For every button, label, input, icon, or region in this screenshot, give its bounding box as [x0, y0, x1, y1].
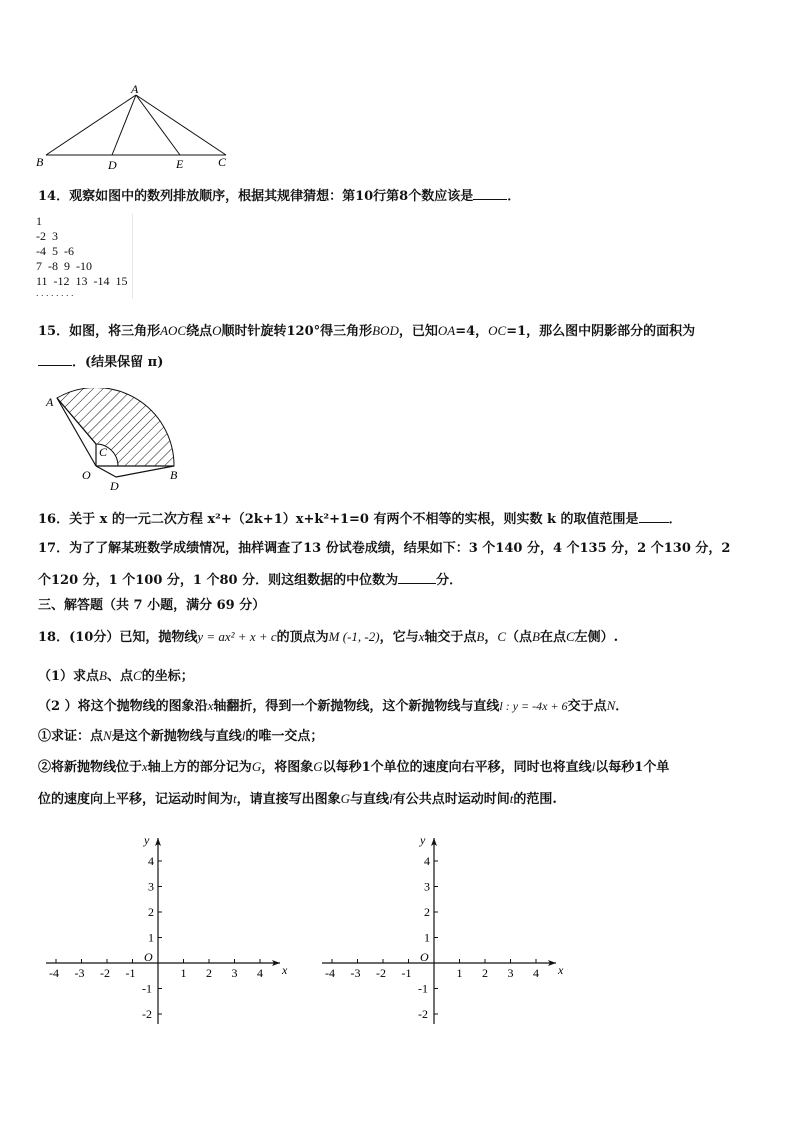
segment-AE: [136, 95, 180, 155]
q18-sub2-line2: [38, 790, 557, 809]
y-axis-label: y: [420, 833, 426, 847]
question-17: [38, 540, 730, 558]
y-tick-label: -1: [418, 981, 428, 996]
q17-text: 分．: [436, 573, 463, 588]
sequence-row: ．．．．．．．．: [36, 289, 80, 298]
q15-text: =1，那么图中阴影部分的面积为: [506, 324, 696, 339]
x-tick-label: -3: [350, 966, 361, 980]
question-15: [38, 322, 695, 341]
q18-text: 有公共点时运动时间: [392, 792, 510, 807]
var-x: x: [142, 759, 148, 774]
x-tick-label: 4: [533, 966, 539, 980]
y-tick-label: 3: [424, 879, 430, 894]
q15-text: 绕点: [186, 324, 213, 339]
y-tick-label: 1: [148, 930, 154, 945]
x-axis-label: x: [558, 963, 564, 977]
point-c: C: [497, 629, 507, 644]
shaded-region: [57, 388, 174, 466]
q18-text: （点: [506, 630, 533, 645]
q18-text: ②将新抛物线位于: [38, 760, 143, 775]
q18-text: ．: [615, 699, 629, 714]
segment-AD: [112, 95, 136, 155]
y-tick-label: -1: [142, 981, 152, 996]
label-O: O: [82, 468, 91, 482]
label-A: A: [131, 82, 139, 96]
x-tick-label: -1: [125, 966, 136, 980]
q18-text: 18．(10分）已知，抛物线: [38, 630, 198, 645]
q15-bod: BOD: [372, 323, 399, 338]
question-18: [38, 628, 618, 647]
q15-o: O: [212, 323, 222, 338]
sequence-row: -2 3: [36, 229, 58, 243]
q18-sub2: [38, 758, 669, 777]
q16-text: 16．关于 x 的一元二次方程 x²+（2k+1）x+k²+1=0 有两个不相等的实根，则实数 k 的取值范围是: [38, 512, 639, 527]
x-tick-label: -1: [401, 966, 412, 980]
q18-text: 轴上方的部分记为: [147, 760, 252, 775]
q18-text: 在点: [539, 630, 566, 645]
x-tick-label: -2: [376, 966, 386, 980]
q18-part2: [38, 697, 628, 716]
coordinate-plane-right: [316, 828, 576, 1028]
x-tick-label: -3: [74, 966, 85, 980]
parabola-equation: y = ax² + x + c: [197, 629, 277, 644]
label-C: C: [99, 445, 108, 459]
var-t: t: [509, 791, 514, 806]
point-c: C: [133, 668, 142, 683]
point-c: C: [566, 629, 575, 644]
x-tick-label: -2: [100, 966, 110, 980]
q17-text: 17．为了了解某班数学成绩情况，抽样调查了13 份试卷成绩，结果如下：3 个140 分，4 个135 分，2 个130 分，2: [38, 541, 731, 556]
question-15-line2: [38, 353, 163, 372]
x-tick-label: 1: [180, 966, 187, 980]
label-D: D: [110, 479, 119, 493]
answer-blank[interactable]: [398, 571, 436, 584]
x-tick-label: 3: [231, 966, 238, 980]
sequence-row: 11 -12 13 -14 15: [36, 274, 128, 288]
line-l: l: [591, 759, 596, 774]
q18-text: 以每秒1个单位的速度向右平移，同时也将直线: [322, 760, 592, 775]
x-tick-label: -4: [49, 966, 59, 980]
question-17-line2: [38, 571, 462, 590]
answer-blank[interactable]: [639, 510, 669, 523]
q18-text: 轴翻折，得到一个新抛物线，这个新抛物线与直线: [213, 699, 500, 714]
y-tick-label: 2: [424, 905, 430, 919]
x-tick-label: 3: [507, 966, 514, 980]
y-tick-label: 2: [148, 905, 154, 919]
q18-text: ，将图象: [261, 760, 314, 775]
question-14-text: 14．观察如图中的数列排放顺序，根据其规律猜想：第10行第8个数应该是: [38, 189, 474, 204]
x-tick-label: 4: [257, 966, 263, 980]
q15-aoc: AOC: [160, 323, 187, 338]
label-E: E: [176, 157, 184, 171]
point-n: N: [103, 728, 112, 743]
line-l: l: [389, 791, 393, 806]
point-b: B: [476, 629, 485, 644]
q18-text: 的唯一交点；: [245, 729, 324, 744]
question-14: [38, 187, 520, 206]
graph-g: G: [340, 791, 351, 806]
y-tick-label: 3: [148, 879, 154, 894]
line-l-equation: l : y = -4x + 6: [499, 699, 568, 713]
sequence-row: 7 -8 9 -10: [36, 259, 92, 273]
label-C: C: [218, 155, 227, 169]
y-tick-label: 4: [148, 854, 154, 868]
coordinate-plane-left: [40, 828, 300, 1028]
q15-oa: OA: [437, 323, 456, 338]
y-axis-label: y: [144, 833, 150, 847]
var-x: x: [418, 629, 425, 644]
q15-text: =4，: [455, 324, 489, 339]
q16-end: ．: [668, 512, 682, 527]
q18-part1: [38, 667, 194, 686]
vertex-m: M (-1, -2): [328, 629, 380, 644]
label-A: A: [46, 395, 54, 409]
sector-figure: [44, 388, 184, 494]
x-tick-label: 2: [482, 966, 488, 980]
section-title: 三、解答题（共 7 小题，满分 69 分）: [38, 598, 266, 613]
y-tick-label: -2: [418, 1007, 428, 1021]
triangle-figure: [30, 80, 240, 175]
q18-text: （2 ）将这个抛物线的图象沿: [38, 699, 208, 714]
q15-text: 15．如图，将三角形: [38, 324, 161, 339]
point-b: B: [99, 668, 107, 683]
var-x: x: [207, 698, 214, 713]
segment-OD: [96, 466, 116, 477]
segment-BD: [116, 466, 174, 477]
q18-text: 的范围.: [513, 792, 557, 807]
graph-g: G: [251, 759, 262, 774]
answer-blank[interactable]: [38, 353, 72, 366]
var-t: t: [233, 791, 237, 806]
q17-text: 个120 分，1 个100 分，1 个80 分．则这组数据的中位数为: [38, 573, 399, 588]
sequence-row: -4 5 -6: [36, 244, 74, 258]
q15-oc: OC: [488, 323, 507, 338]
q18-text: 交于点: [567, 699, 607, 714]
q18-text: ，: [484, 630, 498, 645]
q18-text: （1）求点: [38, 669, 100, 684]
label-B: B: [170, 468, 178, 482]
answer-blank[interactable]: [473, 187, 507, 200]
label-B: B: [36, 155, 44, 169]
q18-sub1: [38, 727, 323, 746]
q18-text: ①求证：点: [38, 729, 104, 744]
line-l: l: [241, 728, 246, 743]
q18-text: 、点: [107, 669, 134, 684]
number-triangle: [36, 214, 133, 299]
q18-text: 轴交于点: [424, 630, 477, 645]
segment-AB: [46, 95, 136, 155]
x-tick-label: -4: [325, 966, 335, 980]
graph-g: G: [313, 759, 323, 774]
q15-text: ．(结果保留 π): [72, 355, 164, 370]
point-n: N: [606, 698, 616, 713]
q15-text: 顺时针旋转120°得三角形: [221, 324, 373, 339]
y-tick-label: 4: [424, 854, 430, 868]
y-tick-label: -2: [142, 1007, 152, 1021]
q18-text: ，它与: [379, 630, 419, 645]
q18-text: 的顶点为: [276, 630, 329, 645]
q18-text: 左侧）.: [574, 630, 619, 645]
q18-text: 是这个新抛物线与直线: [111, 729, 242, 744]
q18-text: 位的速度向上平移，记运动时间为: [38, 792, 234, 807]
q18-text: 以每秒1个单: [595, 760, 670, 775]
origin-label: O: [420, 950, 429, 964]
question-16: [38, 510, 682, 529]
y-tick-label: 1: [424, 930, 430, 945]
label-D: D: [108, 158, 117, 172]
segment-AC: [136, 95, 226, 155]
x-tick-label: 1: [456, 966, 463, 980]
sequence-row: 1: [36, 214, 42, 228]
question-14-end: ．: [507, 189, 521, 204]
x-axis-label: x: [282, 963, 288, 977]
origin-label: O: [144, 950, 153, 964]
q18-text: 与直线: [350, 792, 390, 807]
q15-text: ，已知: [398, 324, 438, 339]
q18-text: 的坐标；: [141, 669, 194, 684]
x-tick-label: 2: [206, 966, 212, 980]
q18-text: ，请直接写出图象: [236, 792, 341, 807]
point-b: B: [532, 629, 540, 644]
